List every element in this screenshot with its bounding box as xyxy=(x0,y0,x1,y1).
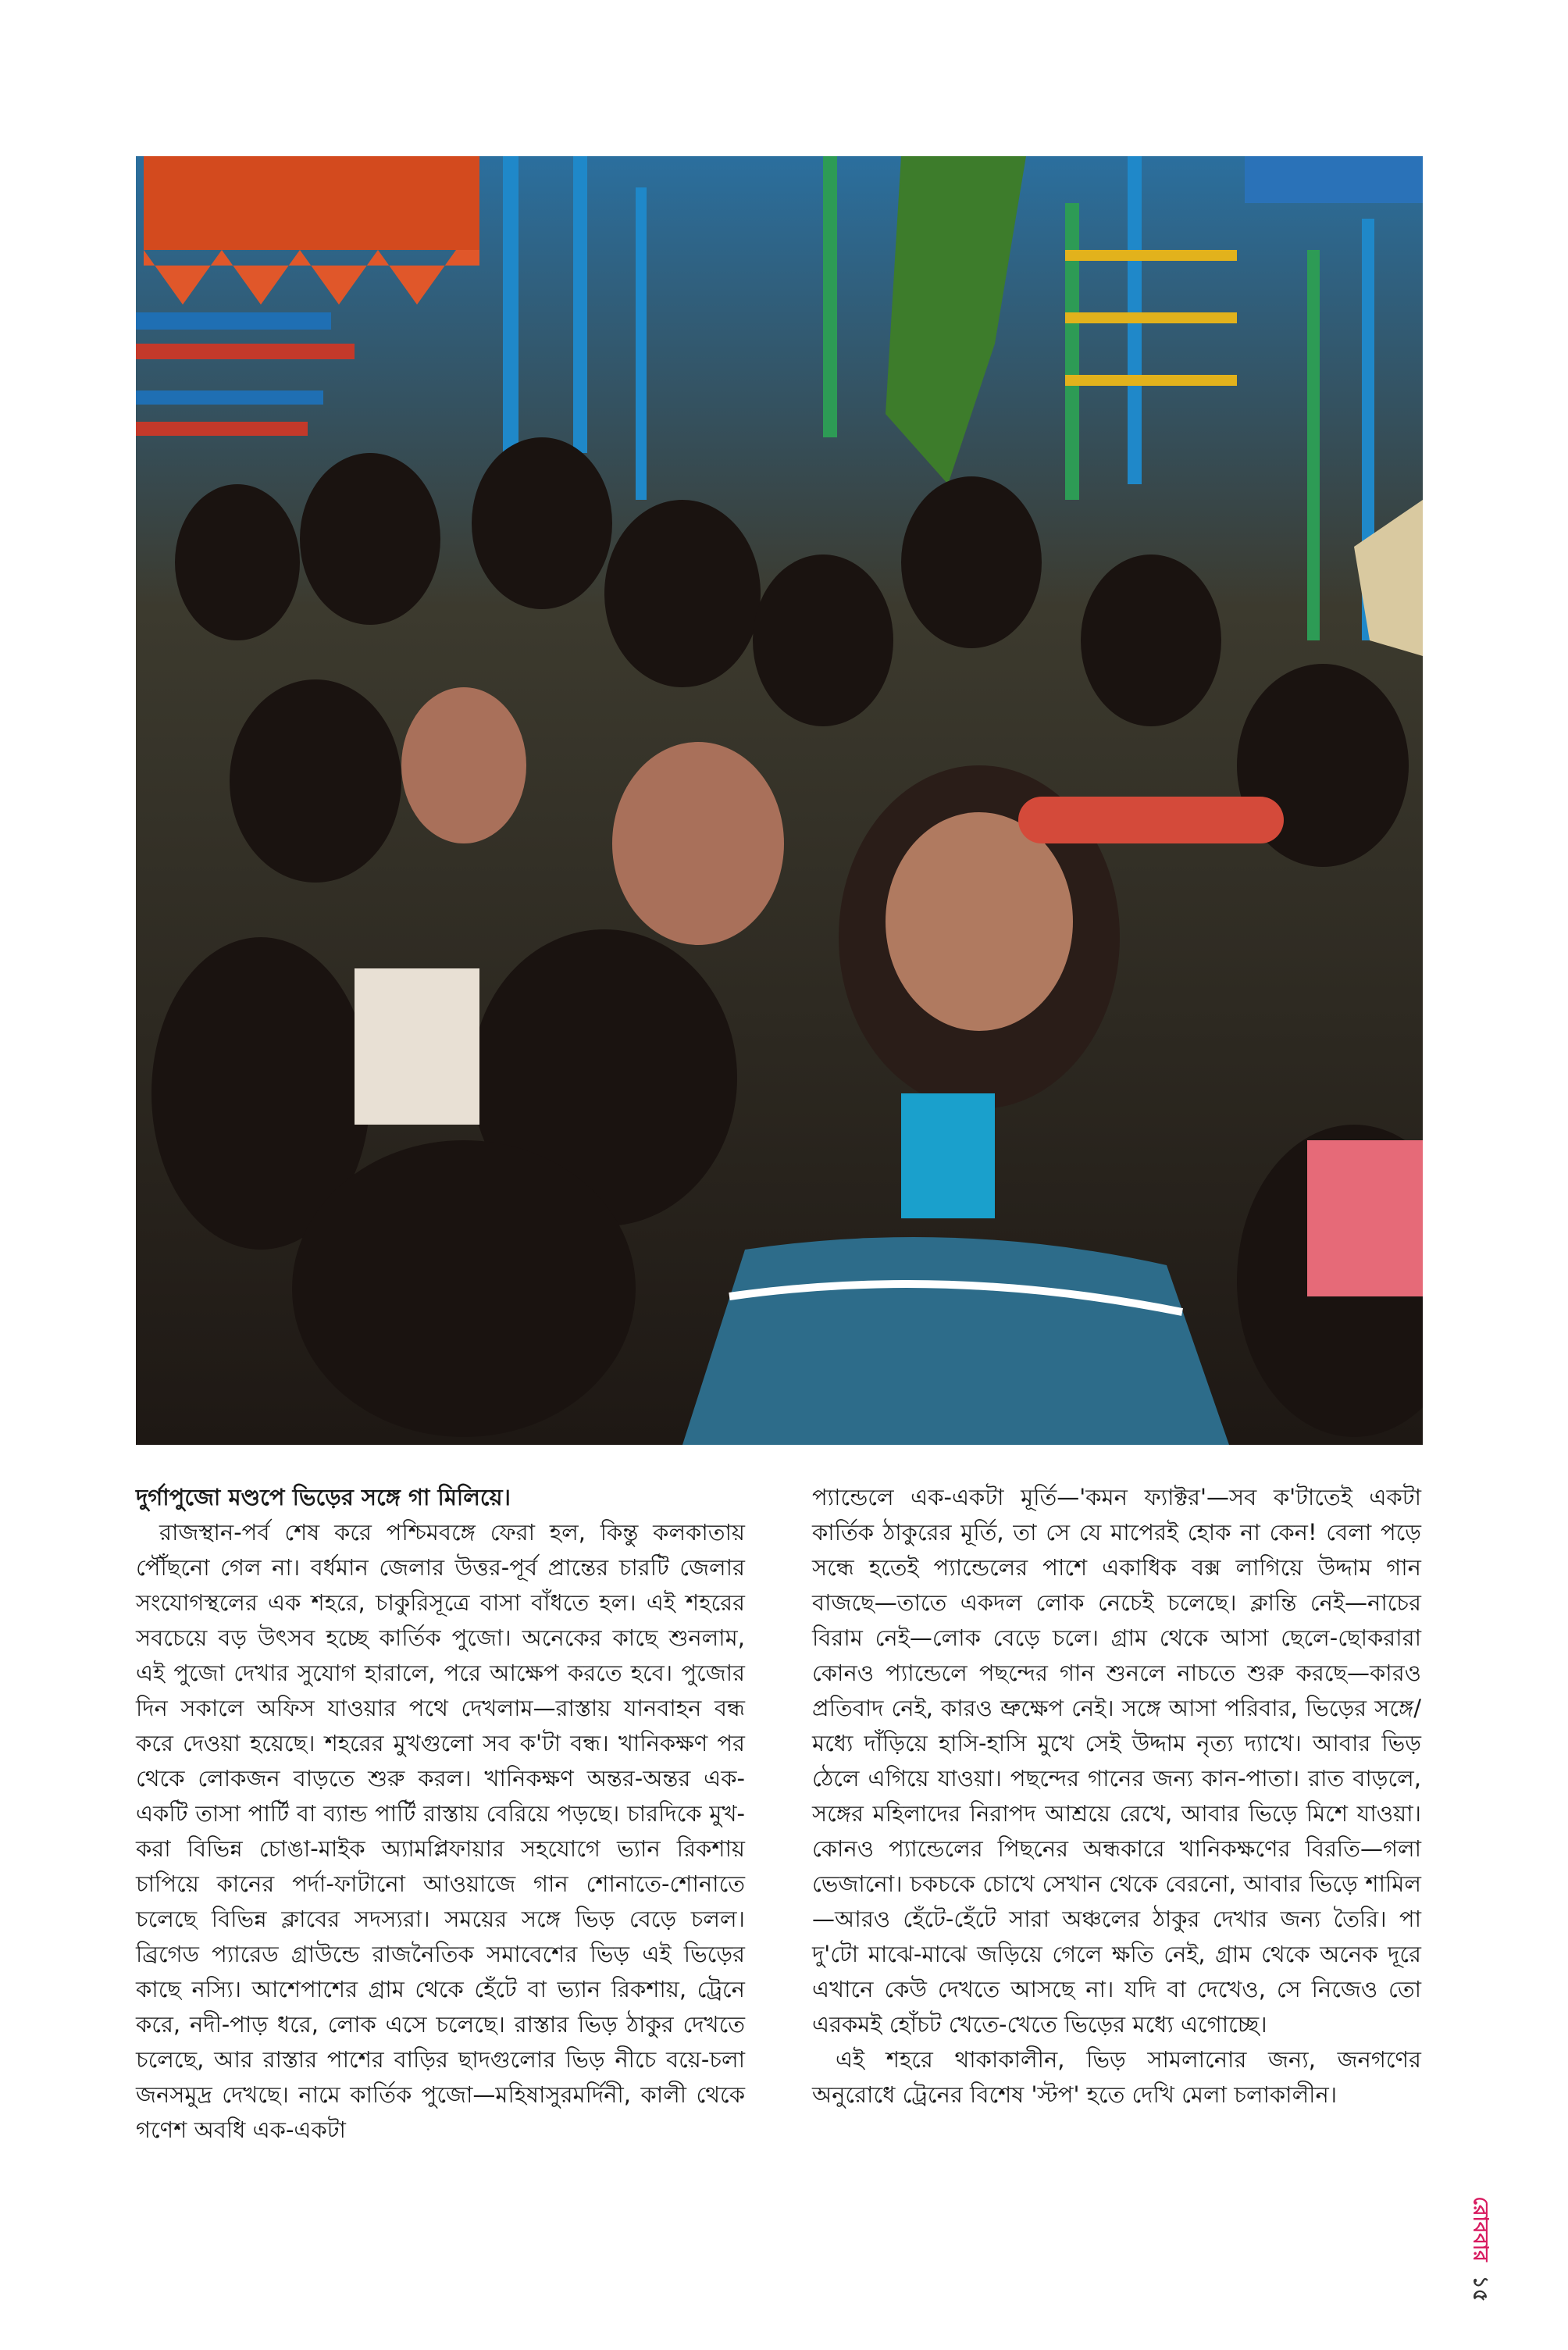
article-paragraph: এই শহরে থাকাকালীন, ভিড় সামলানোর জন্য, জনগণের অনুরোধে ট্রেনের বিশেষ 'স্টপ' হতে দেখি মেলা চলাকালীন। xyxy=(812,2046,1421,2108)
crowd-photo-illustration xyxy=(136,156,1423,1445)
photo-caption: দুর্গাপুজো মণ্ডপে ভিড়ের সঙ্গে গা মিলিয়ে। xyxy=(136,1484,511,1510)
magazine-name: রোববার xyxy=(1468,2196,1491,2262)
article-column-right xyxy=(812,1480,1421,2113)
article-paragraph: প্যান্ডেলে এক-একটা মূর্তি—'কমন ফ্যাক্টর'—সব ক'টাতেই একটা কার্তিক ঠাকুরের মূর্তি, তা সে যে মাপেরই হোক না কেন! বেলা পড়ে সন্ধে হতেই প্যান্ডেলের পাশে একাধিক বক্স লাগিয়ে উদ্দাম গান বাজছে—তাতে একদল লোক নেচেই চলেছে। ক্লান্তি নেই—নাচের বিরাম নেই—লোক বেড়ে চলে। গ্রাম থেকে আসা ছেলে-ছোকরারা কোনও প্যান্ডেলে পছন্দের গান শুনলে নাচতে শুরু করছে—কারও প্রতিবাদ নেই, কারও ভ্রুক্ষেপ নেই। সঙ্গে আসা পরিবার, ভিড়ের সঙ্গে/মধ্যে দাঁড়িয়ে হাসি-হাসি মুখে সেই উদ্দাম নৃত্য দ্যাখে। আবার ভিড় ঠেলে এগিয়ে যাওয়া। পছন্দের গানের জন্য কান-পাতা। রাত বাড়লে, সঙ্গের মহিলাদের নিরাপদ আশ্রয়ে রেখে, আবার ভিড়ে মিশে যাওয়া। কোনও প্যান্ডেলের পিছনের অন্ধকারে খানিকক্ষণের বিরতি—গলা ভেজানো। চকচকে চোখে সেখান থেকে বেরনো, আবার ভিড়ে শামিল—আরও হেঁটে-হেঁটে সারা অঞ্চলের ঠাকুর দেখার জন্য তৈরি। পা দু'টো মাঝে-মাঝে জড়িয়ে গেলে ক্ষতি নেই, গ্রাম থেকে অনেক দূরে এখানে কেউ দেখতে আসছে না। যদি বা দেখেও, সে নিজেও তো এরকমই হোঁচট খেতে-খেতে ভিড়ের মধ্যে এগোচ্ছে। xyxy=(812,1484,1421,2038)
article-column-left xyxy=(136,1480,745,2148)
page-number: ১৫ xyxy=(1468,2275,1491,2302)
crowd-photo xyxy=(136,156,1423,1445)
folio-text xyxy=(1462,2197,1496,2302)
page-folio xyxy=(1463,2171,1495,2327)
article-paragraph: রাজস্থান-পর্ব শেষ করে পশ্চিমবঙ্গে ফেরা হল, কিন্তু কলকাতায় পৌঁছনো গেল না। বর্ধমান জেলার উত্তর-পূর্ব প্রান্তের চারটি জেলার সংযোগস্থলের এক শহরে, চাকুরিসূত্রে বাসা বাঁধতে হল। এই শহরের সবচেয়ে বড় উৎসব হচ্ছে কার্তিক পুজো। অনেকের কাছে শুনলাম, এই পুজো দেখার সুযোগ হারালে, পরে আক্ষেপ করতে হবে। পুজোর দিন সকালে অফিস যাওয়ার পথে দেখলাম—রাস্তায় যানবাহন বন্ধ করে দেওয়া হয়েছে। শহরের মুখগুলো সব ক'টা বন্ধ। খানিকক্ষণ পর থেকে লোকজন বাড়তে শুরু করল। খানিকক্ষণ অন্তর-অন্তর এক-একটি তাসা পার্টি বা ব্যান্ড পার্টি রাস্তায় বেরিয়ে পড়ছে। চারদিকে মুখ-করা বিভিন্ন চোঙা-মাইক অ্যামপ্লিফায়ার সহযোগে ভ্যান রিকশায় চাপিয়ে কানের পর্দা-ফাটানো আওয়াজে গান শোনাতে-শোনাতে চলেছে বিভিন্ন ক্লাবের সদস্যরা। সময়ের সঙ্গে ভিড় বেড়ে চলল। ব্রিগেড প্যারেড গ্রাউন্ডে রাজনৈতিক সমাবেশের ভিড় এই ভিড়ের কাছে নস্যি। আশেপাশের গ্রাম থেকে হেঁটে বা ভ্যান রিকশায়, ট্রেনে করে, নদী-পাড় ধরে, লোক এসে চলেছে। রাস্তার ভিড় ঠাকুর দেখতে চলেছে, আর রাস্তার পাশের বাড়ির ছাদগুলোর ভিড় নীচে বয়ে-চলা জনসমুদ্র দেখছে। নামে কার্তিক পুজো—মহিষাসুরমর্দিনী, কালী থেকে গণেশ অবধি এক-একটা xyxy=(136,1519,745,2143)
